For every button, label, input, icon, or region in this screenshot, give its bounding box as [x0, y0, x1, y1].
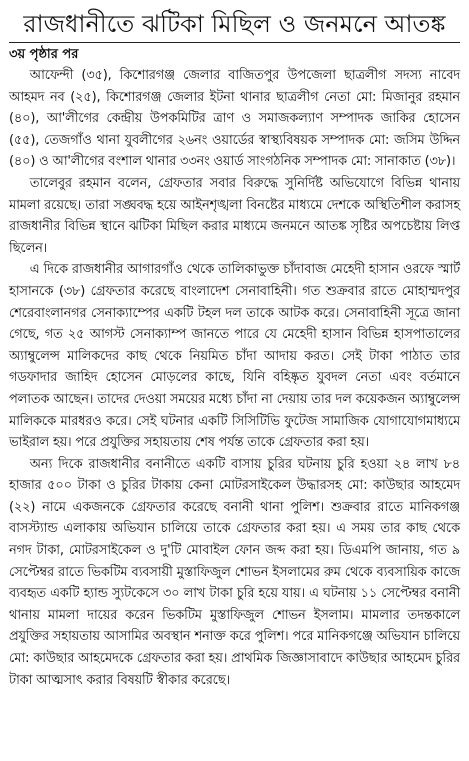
headline-divider: [9, 42, 460, 43]
article-paragraph: আফেন্দী (৩৫), কিশোরগঞ্জ জেলার বাজিতপুর উপজেলা ছাত্রলীগ সদস্য নাবেদ আহমদ নব (২৫), কিশোরগঞ্জ জেলার ইটনা থানার ছাত্রলীগ নেতা মো: মিজানুর রহমান (৪০), আ'লীগের কেন্দ্রীয় উপকমিটির ত্রাণ ও সমাজকল্যাণ সম্পাদক জাকির হোসেন (৫৫), তেজগাঁও থানা যুবলীগের ২৬নং ওয়ার্ডের স্বাস্থ্যবিষয়ক সম্পাদক মো: জসিম উদ্দিন (৪০) ও আ'লীগের বংশাল থানার ৩৩নং ওয়ার্ড সাংগঠনিক সম্পাদক মো: সানাকাত (৩৮)।: [9, 68, 460, 170]
article-body: [9, 65, 460, 691]
article-paragraph: তালেবুর রহমান বলেন, গ্রেফতার সবার বিরুদ্ধে সুনির্দিষ্ট অভিযোগে বিভিন্ন থানায় মামলা রয়েছে। তারা সঙ্ঘবদ্ধ হয়ে আইনশৃঙ্খলা বিনষ্টের মাধ্যমে দেশকে অস্থিতিশীল করাসহ রাজধানীর বিভিন্ন স্থানে ঝটিকা মিছিল করার মাধ্যমে জনমনে আতঙ্ক সৃষ্টির অপচেষ্টায় লিপ্ত ছিলেন।: [9, 175, 460, 256]
headline: [9, 6, 460, 42]
continuation-label: ৩য় পৃষ্ঠার পর: [9, 47, 79, 62]
headline-text: রাজধানীতে ঝটিকা মিছিল ও জনমনে আতঙ্ক: [23, 10, 446, 38]
article-paragraph: অন্য দিকে রাজধানীর বনানীতে একটি বাসায় চুরির ঘটনায় চুরি হওয়া ২৪ লাখ ৮৪ হাজার ৫০০ টাকা ও চুরির টাকায় কেনা মোটরসাইকেল উদ্ধারসহ মো: কাউছার আহমেদ (২২) নামে একজনকে গ্রেফতার করেছে বনানী থানা পুলিশ। শুক্রবার রাতে মানিকগঞ্জ বাসস্ট্যান্ড এলাকায় অভিযান চালিয়ে তাকে গ্রেফতার করা হয়। এ সময় তার কাছ থেকে নগদ টাকা, মোটরসাইকেল ও দু'টি মোবাইল ফোন জব্দ করা হয়। ডিএমপি জানায়, গত ৯ সেপ্টেম্বর রাতে ভিকটিম ব্যবসায়ী মুস্তাফিজুল শোভন ইসলামের রুম থেকে ব্যবসায়িক কাজে ব্যবহৃত একটি হ্যান্ড স্যুটকেসে ৩০ লাখ টাকা চুরি হয়ে যায়। এ ঘটনায় ১১ সেপ্টেম্বর বনানী থানায় মামলা দায়ের করেন ভিকটিম মুস্তাফিজুল শোভন ইসলাম। মামলার তদন্তকালে প্রযুক্তির সহায়তায় আসামির অবস্থান শনাক্ত করে পুলিশ। পরে মানিকগঞ্জে অভিযান চালিয়ে মো: কাউছার আহমেদকে গ্রেফতার করা হয়। প্রাথমিক জিজ্ঞাসাবাদে কাউছার আহমেদ চুরির টাকা আত্মসাৎ করার বিষয়টি স্বীকার করেছে।: [9, 456, 460, 688]
article-paragraph: এ দিকে রাজধানীর আগারগাঁও থেকে তালিকাভুক্ত চাঁদাবাজ মেহেদী হাসান ওরফে স্মার্ট হাসানকে (৩৮) গ্রেফতার করেছে বাংলাদেশ সেনাবাহিনী। গত শুক্রবার রাতে মোহাম্মদপুর শেরেবাংলানগর সেনাক্যাম্পের একটি টহল দল তাকে আটক করে। সেনাবাহিনী সূত্রে জানা গেছে, গত ২৫ আগস্ট সেনাক্যাম্প জানতে পারে যে মেহেদী হাসান বিভিন্ন হাসপাতালের অ্যাম্বুলেন্স মালিকদের কাছ থেকে নিয়মিত চাঁদা আদায় করত। সেই টাকা পাঠাত তার গডফাদার জাহিদ হোসেন মোড়লের কাছে, যিনি বহিষ্কৃত যুবদল নেতা এবং বর্তমানে পলাতক আছেন। তাদের দেওয়া সময়ের মধ্যে চাঁদা না দেয়ায় তার দল কয়েকজন অ্যাম্বুলেন্স মালিককে মারধরও করে। সেই ঘটনার একটি সিসিটিভি ফুটেজ সামাজিক যোগাযোগমাধ্যমে ভাইরাল হয়। পরে প্রযুক্তির সহায়তায় শেষ পর্যন্ত তাকে গ্রেফতার করা হয়।: [9, 262, 460, 451]
